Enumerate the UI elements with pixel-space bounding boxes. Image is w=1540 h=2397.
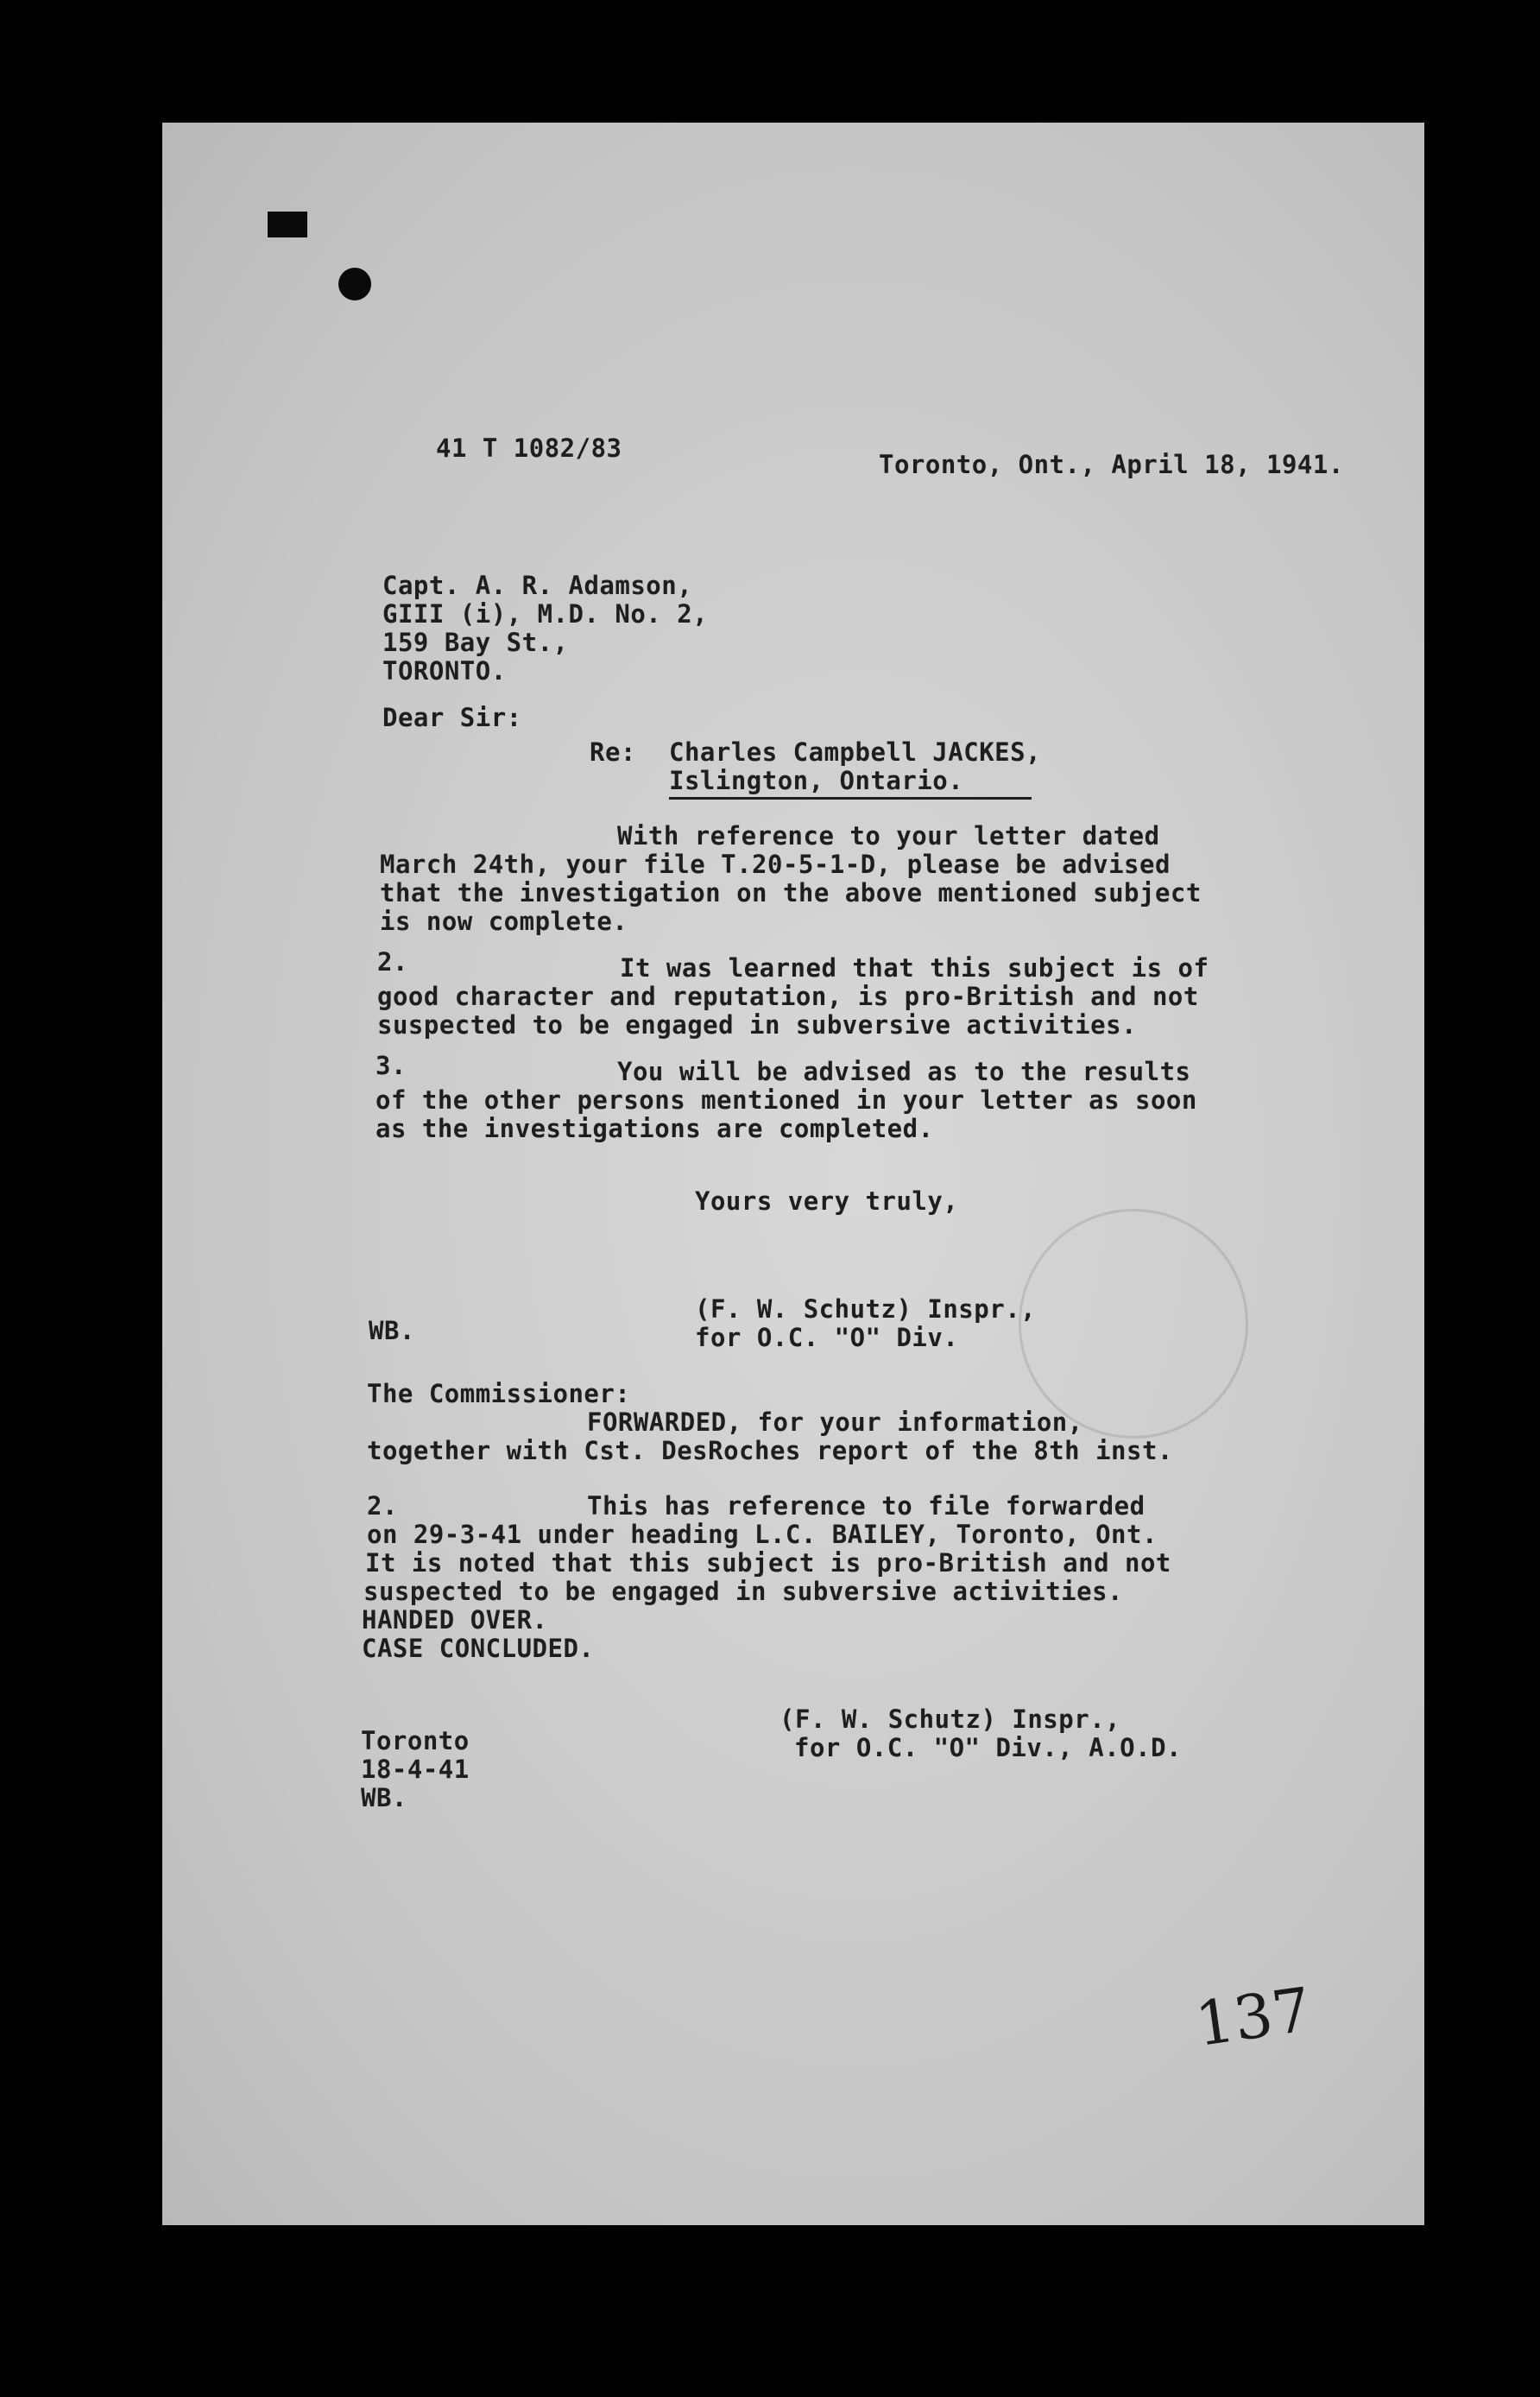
paragraph-3-line: as the investigations are completed. (376, 1114, 934, 1143)
re-subject-place: Islington, Ontario. (669, 767, 1032, 800)
punch-hole (338, 268, 371, 300)
re-label: Re: (590, 737, 636, 767)
paragraph-2-number: 2. (377, 947, 408, 977)
letter-date: Toronto, Ont., April 18, 1941. (879, 450, 1344, 479)
paragraph-3-line: of the other persons mentioned in your letter as soon (376, 1085, 1197, 1115)
file-reference: 41 T 1082/83 (436, 433, 622, 463)
letter-signature-line: for O.C. "O" Div. (695, 1323, 959, 1352)
paragraph-2-line: It was learned that this subject is of (620, 953, 1209, 983)
paragraph-3-number: 3. (376, 1051, 407, 1080)
endorsement-paragraph-2-line: It is noted that this subject is pro-British and not (365, 1548, 1171, 1578)
endorsement-paragraph-2-number: 2. (367, 1491, 398, 1521)
endorsement-initials: WB. (361, 1783, 407, 1812)
addressee-line: TORONTO. (382, 656, 507, 686)
document-page (162, 123, 1424, 2225)
paragraph-3-line: You will be advised as to the results (617, 1057, 1191, 1086)
faint-stamp (1019, 1209, 1248, 1439)
endorsement-paragraph-2-line: on 29-3-41 under heading L.C. BAILEY, Toronto, Ont. (367, 1520, 1158, 1549)
handed-over: HANDED OVER. (362, 1605, 548, 1635)
addressee-line: 159 Bay St., (382, 628, 569, 657)
paragraph-1-line: March 24th, your file T.20-5-1-D, please be advised (380, 850, 1171, 879)
paragraph-1-line: is now complete. (380, 907, 628, 936)
endorsement-paragraph-2-line: This has reference to file forwarded (587, 1491, 1146, 1521)
letter-initials: WB. (369, 1316, 415, 1345)
endorsement-signature-line: (F. W. Schutz) Inspr., (779, 1704, 1121, 1734)
endorsement-forwarded-line: FORWARDED, for your information, (587, 1407, 1083, 1437)
paragraph-2-line: good character and reputation, is pro-British and not (377, 982, 1199, 1011)
endorsement-signature-line: for O.C. "O" Div., A.O.D. (794, 1733, 1182, 1762)
paragraph-1-line: that the investigation on the above mentioned subject (380, 878, 1202, 908)
case-concluded: CASE CONCLUDED. (362, 1634, 595, 1663)
paragraph-2-line: suspected to be engaged in subversive activities. (377, 1010, 1138, 1040)
endorsement-forwarded-line: together with Cst. DesRoches report of the 8th inst. (367, 1436, 1173, 1465)
paragraph-1-line: With reference to your letter dated (617, 821, 1160, 851)
endorsement-paragraph-2-line: suspected to be engaged in subversive activities. (363, 1577, 1124, 1606)
endorsement-addressee: The Commissioner: (367, 1379, 631, 1408)
closing: Yours very truly, (695, 1186, 959, 1216)
addressee-line: GIII (i), M.D. No. 2, (382, 599, 709, 629)
handwritten-page-number: 137 (1190, 1974, 1316, 2060)
letter-signature-line: (F. W. Schutz) Inspr., (695, 1294, 1037, 1324)
punch-hole-mark (268, 212, 307, 237)
endorsement-date: 18-4-41 (361, 1755, 470, 1784)
addressee-line: Capt. A. R. Adamson, (382, 571, 693, 600)
endorsement-place: Toronto (361, 1726, 470, 1755)
re-subject-name: Charles Campbell JACKES, (669, 737, 1042, 767)
salutation: Dear Sir: (382, 703, 522, 732)
